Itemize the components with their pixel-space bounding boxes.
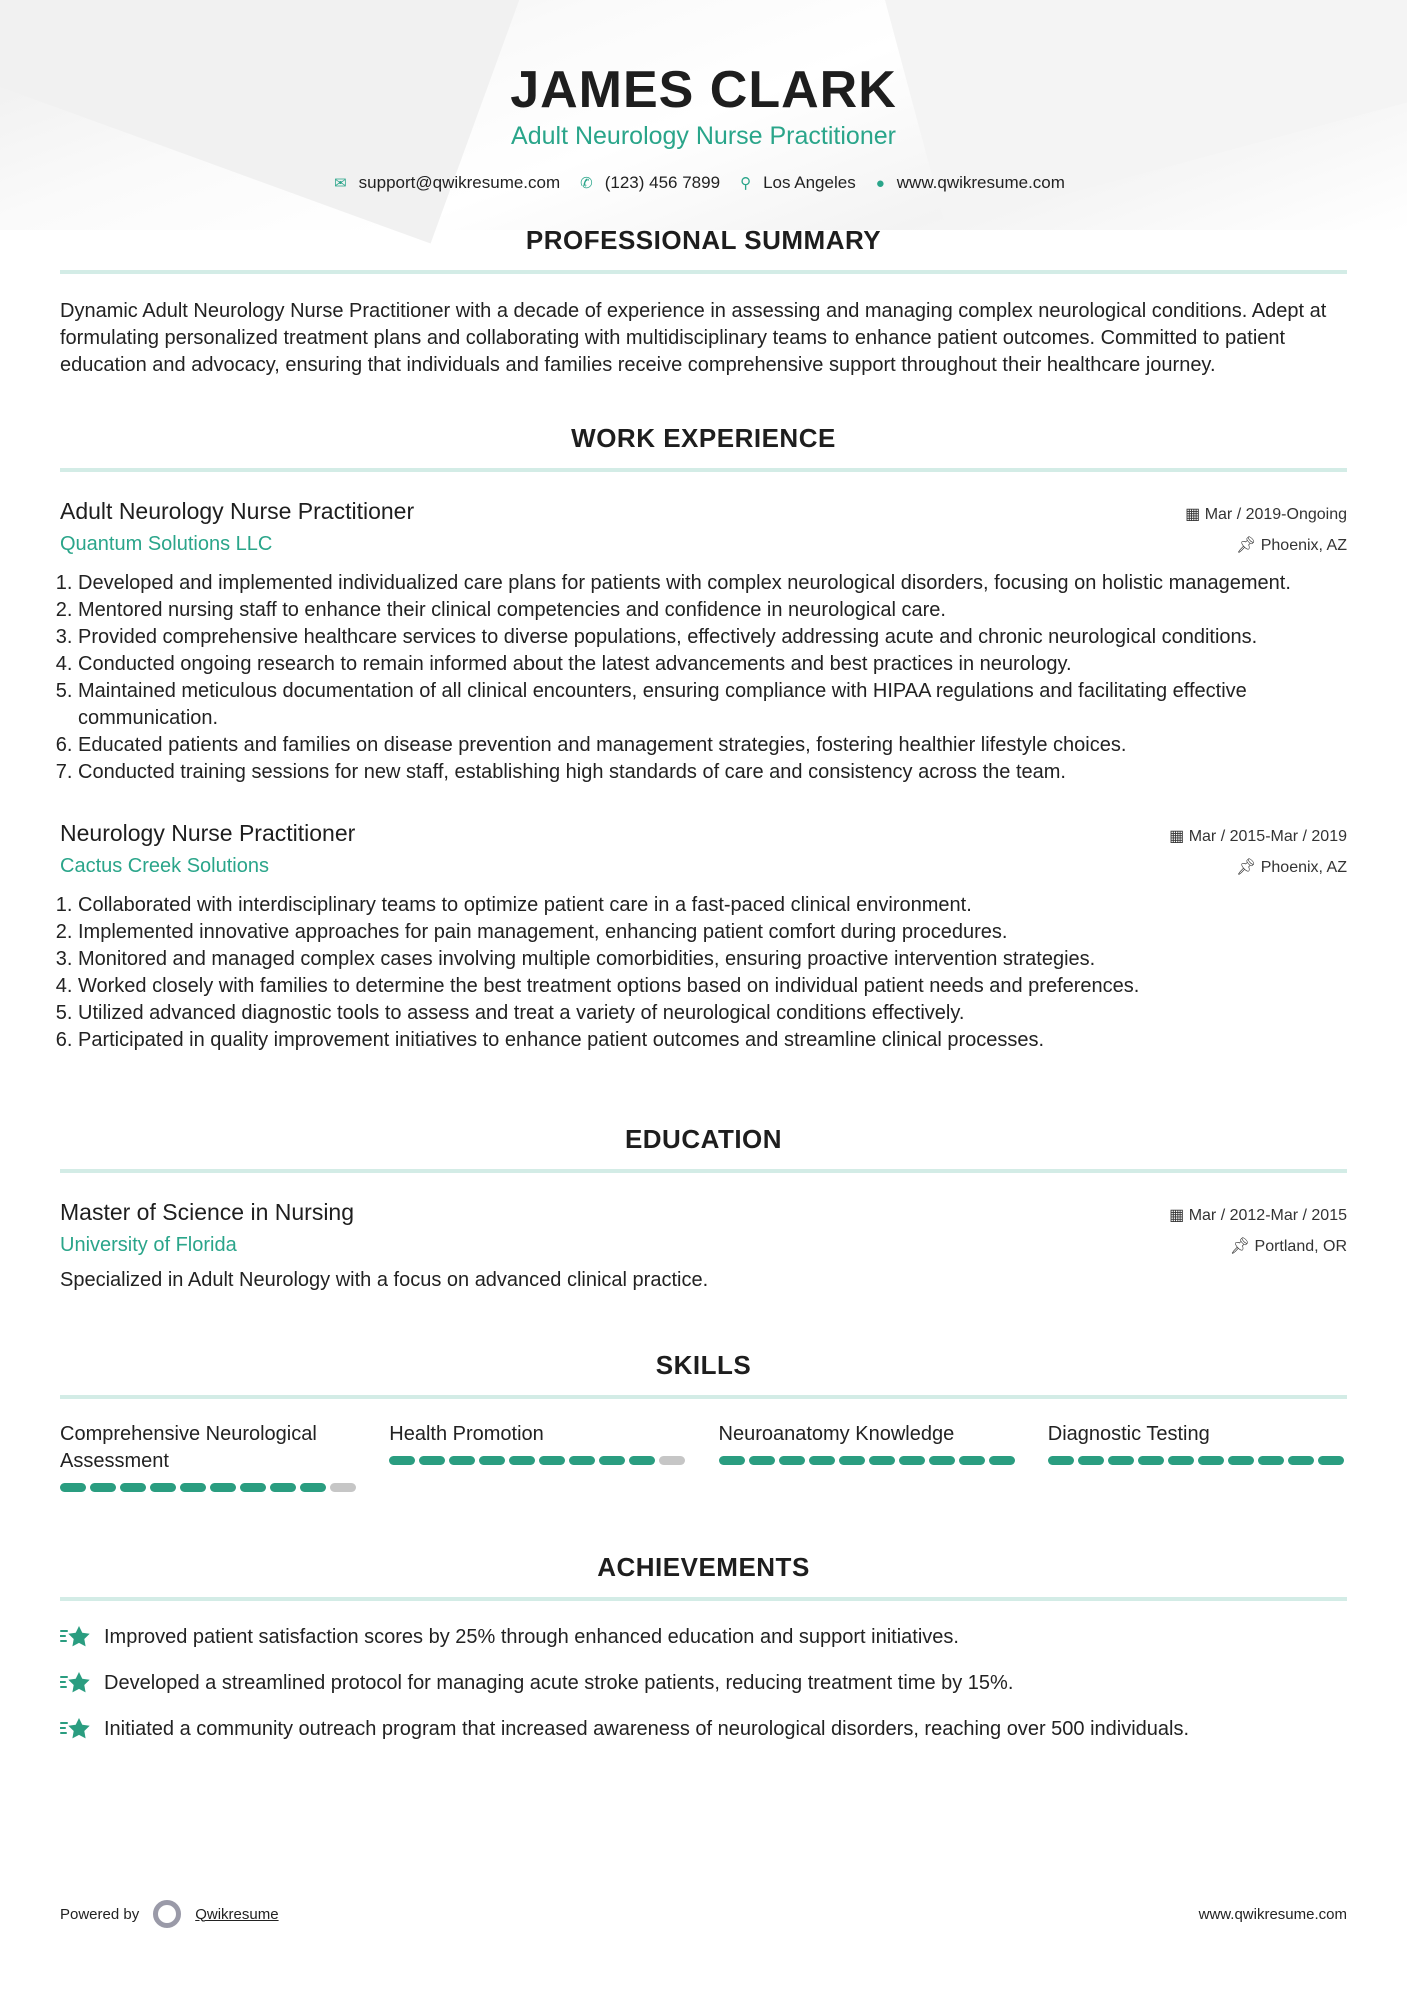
globe-icon: ● xyxy=(875,174,885,192)
skill-segment xyxy=(1258,1456,1284,1465)
section-heading: WORK EXPERIENCE xyxy=(60,423,1347,472)
job-date xyxy=(1169,826,1347,846)
achievement-item xyxy=(60,1715,1347,1743)
skill-segment xyxy=(330,1483,356,1492)
skill-name: Diagnostic Testing xyxy=(1047,1423,1210,1445)
skill-segment xyxy=(1138,1456,1164,1465)
skill-segment xyxy=(569,1456,595,1465)
skill-segment xyxy=(1288,1456,1314,1465)
section-heading: EDUCATION xyxy=(60,1124,1347,1173)
achievements-section xyxy=(60,1552,1347,1743)
bullet: 3. Provided comprehensive healthcare services to diverse populations, effectively addressing acute and chronic neurological conditions. xyxy=(78,624,1347,651)
skill-level-bar xyxy=(60,1483,359,1492)
calendar-icon: ▦ xyxy=(1169,1207,1189,1224)
skill-segment xyxy=(90,1483,116,1492)
section-heading: PROFESSIONAL SUMMARY xyxy=(60,225,1347,274)
company: Cactus Creek Solutions xyxy=(60,855,269,877)
achievement-item xyxy=(60,1669,1347,1697)
skill-segment xyxy=(719,1456,745,1465)
skill-name: Neuroanatomy Knowledge xyxy=(718,1423,955,1445)
skill-segment xyxy=(899,1456,925,1465)
bullet: 7. Conducted training sessions for new staff, establishing high standards of care and consistency across the team. xyxy=(78,759,1347,786)
skill-segment xyxy=(779,1456,805,1465)
achievement-item xyxy=(60,1623,1347,1651)
skill-item xyxy=(389,1421,688,1492)
skill-item xyxy=(60,1421,359,1492)
skill-segment xyxy=(1198,1456,1224,1465)
education-description: Specialized in Adult Neurology with a focus on advanced clinical practice. xyxy=(60,1269,709,1291)
job-title: Adult Neurology Nurse Practitioner xyxy=(60,498,415,524)
job-location xyxy=(1236,535,1347,555)
company: Quantum Solutions LLC xyxy=(60,533,273,555)
bullet: 1. Developed and implemented individualized care plans for patients with complex neurological disorders, focusing on holistic management. xyxy=(78,570,1347,597)
skill-segment xyxy=(599,1456,625,1465)
skill-segment xyxy=(989,1456,1015,1465)
skill-segment xyxy=(509,1456,535,1465)
achievement-text: Improved patient satisfaction scores by 25% through enhanced education and support initiatives. xyxy=(104,1625,959,1648)
skill-segment xyxy=(240,1483,266,1492)
skill-level-bar xyxy=(1048,1456,1347,1465)
powered-by: Powered by xyxy=(60,1905,140,1923)
skill-item xyxy=(719,1421,1018,1492)
skill-segment xyxy=(869,1456,895,1465)
envelope-icon: ✉ xyxy=(334,175,347,192)
job-date xyxy=(1185,504,1347,524)
skill-segment xyxy=(749,1456,775,1465)
degree: Master of Science in Nursing xyxy=(60,1199,355,1225)
skill-segment xyxy=(150,1483,176,1492)
map-pin-icon: ⚲ xyxy=(740,175,752,192)
pin-icon: 📌︎ xyxy=(1235,859,1261,876)
location-text: Portland, OR xyxy=(1254,1238,1347,1255)
bullet: 4. Conducted ongoing research to remain informed about the latest advancements and best practices in neurology. xyxy=(78,651,1347,678)
skill-segment xyxy=(539,1456,565,1465)
skill-segment xyxy=(300,1483,326,1492)
bullet: 5. Utilized advanced diagnostic tools to assess and treat a variety of neurological conditions effectively. xyxy=(78,1000,1347,1027)
skill-segment xyxy=(419,1456,445,1465)
location: Los Angeles xyxy=(763,173,856,192)
phone-icon: ✆ xyxy=(580,175,593,192)
website[interactable]: www.qwikresume.com xyxy=(896,173,1065,192)
section-heading: ACHIEVEMENTS xyxy=(60,1552,1347,1601)
skill-segment xyxy=(449,1456,475,1465)
summary-section xyxy=(60,225,1347,379)
qwikresume-logo-icon xyxy=(153,1900,181,1928)
skill-segment xyxy=(1168,1456,1194,1465)
skill-segment xyxy=(1048,1456,1074,1465)
skill-level-bar xyxy=(389,1456,688,1465)
candidate-name: JAMES CLARK xyxy=(510,61,897,119)
skill-segment xyxy=(809,1456,835,1465)
skill-segment xyxy=(659,1456,685,1465)
footer xyxy=(60,1900,1347,1928)
email[interactable]: support@qwikresume.com xyxy=(358,173,561,192)
job-location xyxy=(1236,857,1347,877)
skill-name: Health Promotion xyxy=(389,1423,544,1445)
star-icon xyxy=(60,1669,92,1697)
skill-level-bar xyxy=(719,1456,1018,1465)
location-text: Phoenix, AZ xyxy=(1260,537,1347,554)
job-entry xyxy=(60,820,1347,1054)
bullet: 2. Mentored nursing staff to enhance their clinical competencies and confidence in neurological care. xyxy=(78,597,1347,624)
calendar-icon: ▦ xyxy=(1185,506,1205,523)
experience-section xyxy=(60,423,1347,1054)
star-icon xyxy=(60,1715,92,1743)
skill-segment xyxy=(1228,1456,1254,1465)
skill-segment xyxy=(180,1483,206,1492)
education-section xyxy=(60,1124,1347,1292)
skill-segment xyxy=(929,1456,955,1465)
section-heading: SKILLS xyxy=(60,1350,1347,1399)
candidate-role: Adult Neurology Nurse Practitioner xyxy=(511,122,896,150)
skill-segment xyxy=(959,1456,985,1465)
skill-item xyxy=(1048,1421,1347,1492)
bullet: 6. Participated in quality improvement initiatives to enhance patient outcomes and streamline clinical processes. xyxy=(78,1027,1347,1054)
bullet: 2. Implemented innovative approaches for pain management, enhancing patient comfort during procedures. xyxy=(78,919,1347,946)
date-text: Mar / 2019-Ongoing xyxy=(1204,506,1347,523)
location-text: Phoenix, AZ xyxy=(1260,859,1347,876)
bullet: 3. Monitored and managed complex cases involving multiple comorbidities, ensuring proactive intervention strategies. xyxy=(78,946,1347,973)
skill-segment xyxy=(839,1456,865,1465)
contact-info xyxy=(60,173,1347,193)
brand-link[interactable]: Qwikresume xyxy=(195,1905,279,1923)
summary-text: Dynamic Adult Neurology Nurse Practitioner with a decade of experience in assessing and managing complex neurological conditions. Adept at formulating personalized treatment plans and collaborating with multidisciplinary teams to enhance patient outcomes. Committed to patient education and advocacy, ensuring that individuals and families receive comprehensive support throughout their healthcare journey. xyxy=(60,300,1327,376)
date-text: Mar / 2012-Mar / 2015 xyxy=(1188,1207,1347,1224)
skill-segment xyxy=(629,1456,655,1465)
achievement-text: Initiated a community outreach program that increased awareness of neurological disorders, reaching over 500 individuals. xyxy=(104,1717,1190,1740)
skill-segment xyxy=(1318,1456,1344,1465)
bullet: 4. Worked closely with families to determine the best treatment options based on individual patient needs and preferences. xyxy=(78,973,1347,1000)
education-location xyxy=(1230,1236,1347,1256)
skill-segment xyxy=(389,1456,415,1465)
calendar-icon: ▦ xyxy=(1169,828,1189,845)
skill-name: Comprehensive Neurological Assessment xyxy=(60,1423,317,1472)
skill-segment xyxy=(60,1483,86,1492)
job-bullets xyxy=(60,570,1347,786)
pin-icon: 📌︎ xyxy=(1235,537,1261,554)
achievement-text: Developed a streamlined protocol for managing acute stroke patients, reducing treatment time by 15%. xyxy=(104,1671,1014,1694)
star-icon xyxy=(60,1623,92,1651)
education-date xyxy=(1169,1205,1347,1225)
date-text: Mar / 2015-Mar / 2019 xyxy=(1188,828,1347,845)
skill-segment xyxy=(210,1483,236,1492)
job-bullets xyxy=(60,892,1347,1054)
school: University of Florida xyxy=(60,1234,237,1256)
skill-segment xyxy=(1078,1456,1104,1465)
bullet: 6. Educated patients and families on disease prevention and management strategies, fostering healthier lifestyle choices. xyxy=(78,732,1347,759)
bullet: 5. Maintained meticulous documentation of all clinical encounters, ensuring compliance with HIPAA regulations and facilitating effective communication. xyxy=(78,678,1347,732)
skill-segment xyxy=(270,1483,296,1492)
pin-icon: 📌︎ xyxy=(1229,1238,1255,1255)
skill-segment xyxy=(120,1483,146,1492)
skill-segment xyxy=(1108,1456,1134,1465)
phone: (123) 456 7899 xyxy=(604,173,721,192)
skills-section xyxy=(60,1350,1347,1492)
skill-segment xyxy=(479,1456,505,1465)
footer-website[interactable]: www.qwikresume.com xyxy=(1198,1905,1347,1923)
job-entry xyxy=(60,498,1347,786)
bullet: 1. Collaborated with interdisciplinary teams to optimize patient care in a fast-paced clinical environment. xyxy=(78,892,1347,919)
job-title: Neurology Nurse Practitioner xyxy=(60,820,356,846)
